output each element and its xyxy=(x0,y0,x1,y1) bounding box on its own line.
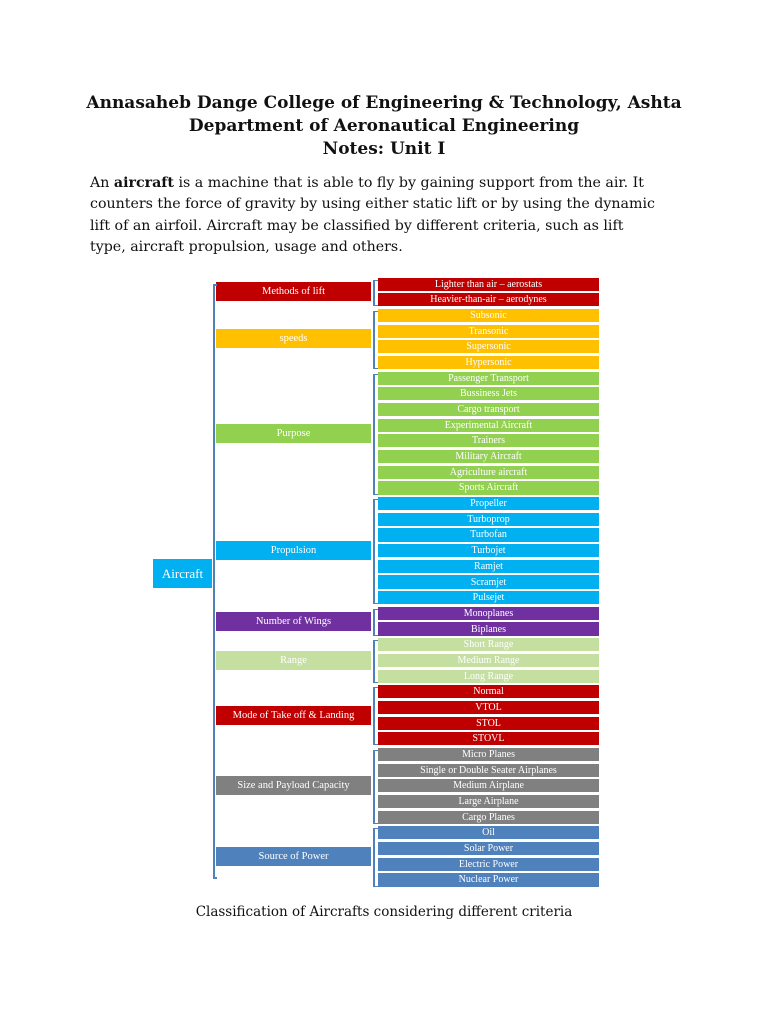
subcategory-item: Heavier-than-air – aerodynes xyxy=(378,293,599,306)
item-group-bracket xyxy=(373,640,378,683)
subcategory-item: Turboprop xyxy=(378,513,599,526)
subcategory-item: Trainers xyxy=(378,434,599,447)
subcategory-item: Scramjet xyxy=(378,575,599,588)
college-name: Annasaheb Dange College of Engineering & Technology, Ashta xyxy=(86,93,682,113)
subcategory-item: Pulsejet xyxy=(378,591,599,604)
subcategory-item: Normal xyxy=(378,685,599,698)
category-box: Purpose xyxy=(216,424,371,443)
notes-title: Notes: Unit I xyxy=(322,139,446,159)
subcategory-item: Biplanes xyxy=(378,622,599,635)
subcategory-item: Nuclear Power xyxy=(378,873,599,886)
item-group-bracket xyxy=(373,750,378,824)
item-group-bracket xyxy=(373,374,378,495)
subcategory-item: Electric Power xyxy=(378,858,599,871)
subcategory-item: Cargo transport xyxy=(378,403,599,416)
root-box: Aircraft xyxy=(153,559,212,588)
category-box: Propulsion xyxy=(216,541,371,560)
category-box: Range xyxy=(216,651,371,670)
subcategory-item: Oil xyxy=(378,826,599,839)
subcategory-item: Transonic xyxy=(378,325,599,338)
subcategory-item: Agriculture aircraft xyxy=(378,466,599,479)
subcategory-item: Military Aircraft xyxy=(378,450,599,463)
subcategory-item: Medium Range xyxy=(378,654,599,667)
intro-line-1-pre: An xyxy=(90,175,114,191)
item-group-bracket xyxy=(373,609,378,636)
subcategory-item: Long Range xyxy=(378,670,599,683)
subcategory-item: Hypersonic xyxy=(378,356,599,369)
intro-line-1-post: is a machine that is able to fly by gaining support from the air. It xyxy=(173,175,644,191)
subcategory-item: Solar Power xyxy=(378,842,599,855)
intro-line-2: counters the force of gravity by using either static lift or by using the dynamic xyxy=(90,196,655,213)
subcategory-item: Monoplanes xyxy=(378,607,599,620)
figure-caption: Classification of Aircrafts considering different criteria xyxy=(195,904,573,920)
category-box: Size and Payload Capacity xyxy=(216,776,371,795)
intro-line-3: lift of an airfoil. Aircraft may be classified by different criteria, such as lift xyxy=(90,217,624,234)
bracket-tick xyxy=(213,877,217,879)
item-group-bracket xyxy=(373,280,378,307)
category-box: Source of Power xyxy=(216,847,371,866)
bracket-tick xyxy=(213,284,217,286)
item-group-bracket xyxy=(373,687,378,745)
subcategory-item: Turbofan xyxy=(378,528,599,541)
subcategory-item: Large Airplane xyxy=(378,795,599,808)
subcategory-item: Single or Double Seater Airplanes xyxy=(378,764,599,777)
intro-bold-term: aircraft xyxy=(113,175,174,191)
subcategory-item: Medium Airplane xyxy=(378,779,599,792)
category-box: speeds xyxy=(216,329,371,348)
item-group-bracket xyxy=(373,311,378,369)
subcategory-item: Micro Planes xyxy=(378,748,599,761)
subcategory-item: Bussiness Jets xyxy=(378,387,599,400)
category-box: Methods of lift xyxy=(216,282,371,301)
subcategory-item: STOL xyxy=(378,717,599,730)
subcategory-item: Subsonic xyxy=(378,309,599,322)
department-name: Department of Aeronautical Engineering xyxy=(188,116,580,136)
subcategory-item: Experimental Aircraft xyxy=(378,419,599,432)
subcategory-item: STOVL xyxy=(378,732,599,745)
subcategory-item: Sports Aircraft xyxy=(378,481,599,494)
subcategory-item: Cargo Planes xyxy=(378,811,599,824)
subcategory-item: Short Range xyxy=(378,638,599,651)
subcategory-item: Propeller xyxy=(378,497,599,510)
category-box: Mode of Take off & Landing xyxy=(216,706,371,725)
subcategory-item: VTOL xyxy=(378,701,599,714)
subcategory-item: Ramjet xyxy=(378,560,599,573)
category-box: Number of Wings xyxy=(216,612,371,631)
subcategory-item: Lighter than air – aerostats xyxy=(378,278,599,291)
item-group-bracket xyxy=(373,499,378,604)
subcategory-item: Turbojet xyxy=(378,544,599,557)
subcategory-item: Passenger Transport xyxy=(378,372,599,385)
intro-line-4: type, aircraft propulsion, usage and others. xyxy=(90,238,403,255)
main-group-bracket xyxy=(213,284,215,877)
item-group-bracket xyxy=(373,828,378,886)
subcategory-item: Supersonic xyxy=(378,340,599,353)
